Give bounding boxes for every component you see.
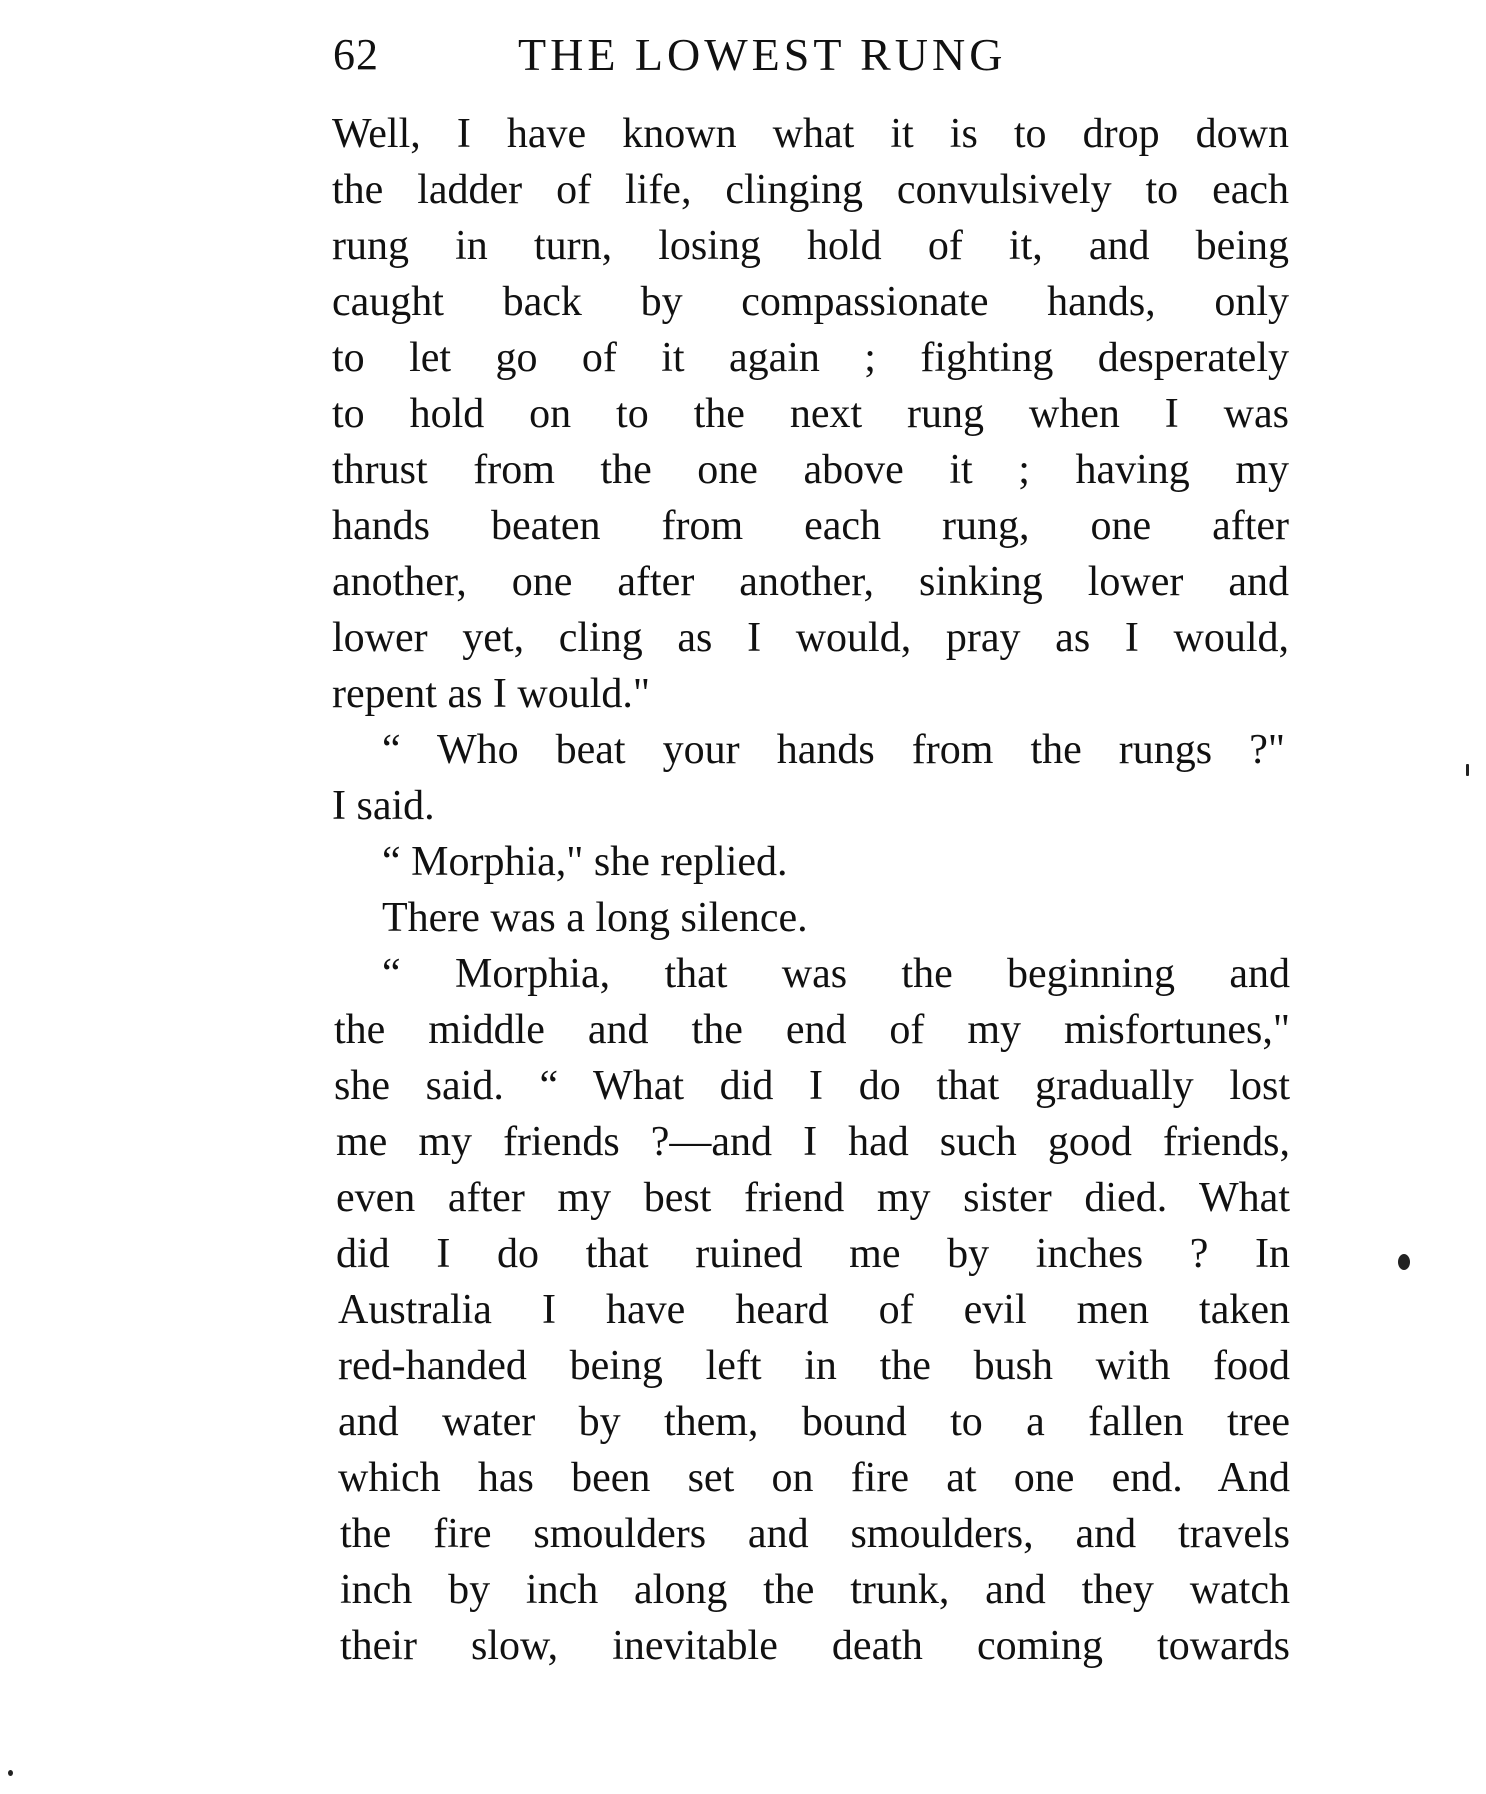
page-number: 62: [333, 30, 379, 79]
text-line: I said.: [332, 783, 435, 829]
text-line: she said. “ What did I do that gradually lost: [334, 1063, 1290, 1109]
text-line: to hold on to the next rung when I was: [332, 391, 1289, 437]
text-line: another, one after another, sinking lower and: [332, 559, 1289, 605]
text-line: the middle and the end of my misfortunes,": [334, 1007, 1290, 1053]
text-line: “ Who beat your hands from the rungs ?": [382, 727, 1285, 773]
text-line: rung in turn, losing hold of it, and being: [332, 223, 1289, 269]
page-header: [333, 20, 1143, 90]
text-line: did I do that ruined me by inches ? In: [336, 1231, 1290, 1277]
text-line: me my friends ?—and I had such good friends,: [336, 1119, 1290, 1165]
text-line: “ Morphia, that was the beginning and: [382, 951, 1290, 997]
text-line: Australia I have heard of evil men taken: [338, 1287, 1290, 1333]
text-line: Well, I have known what it is to drop down: [332, 111, 1289, 157]
text-line: the ladder of life, clinging convulsively to each: [332, 167, 1289, 213]
text-line: There was a long silence.: [382, 895, 808, 941]
text-line: even after my best friend my sister died. What: [336, 1175, 1290, 1221]
text-line: the fire smoulders and smoulders, and travels: [340, 1511, 1290, 1557]
text-line: inch by inch along the trunk, and they watch: [340, 1567, 1290, 1613]
running-head: THE LOWEST RUNG: [518, 29, 1007, 80]
text-line: and water by them, bound to a fallen tree: [338, 1399, 1290, 1445]
text-line: lower yet, cling as I would, pray as I would,: [332, 615, 1289, 661]
text-line: repent as I would.": [332, 671, 651, 717]
text-line: their slow, inevitable death coming towards: [340, 1623, 1290, 1669]
text-line: which has been set on fire at one end. And: [338, 1455, 1290, 1501]
text-line: red-handed being left in the bush with food: [338, 1343, 1290, 1389]
text-line: hands beaten from each rung, one after: [332, 503, 1289, 549]
text-line: caught back by compassionate hands, only: [332, 279, 1289, 325]
text-line: “ Morphia," she replied.: [382, 839, 788, 885]
text-line: thrust from the one above it ; having my: [332, 447, 1289, 493]
text-line: to let go of it again ; fighting desperately: [332, 335, 1289, 381]
ink-speck: [1398, 1254, 1410, 1270]
ink-speck: [1466, 764, 1469, 776]
ink-speck: [8, 1770, 13, 1776]
